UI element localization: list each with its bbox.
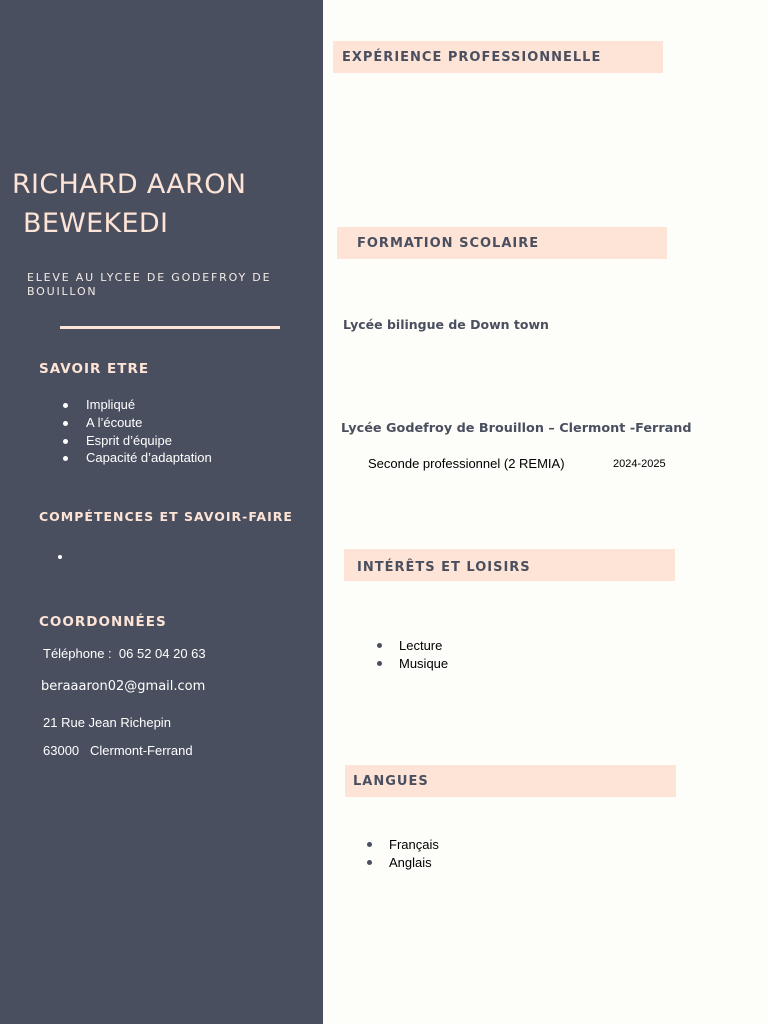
course-years: 2024-2025 xyxy=(613,458,666,470)
list-item: A l’écoute xyxy=(62,414,212,432)
langues-banner xyxy=(345,765,676,797)
experience-banner xyxy=(333,41,663,73)
name-first-line: RICHARD AARON xyxy=(12,169,247,200)
course-title: Seconde professionnel (2 REMIA) xyxy=(368,456,565,471)
list-item: Anglais xyxy=(366,854,439,872)
savoir-etre-heading: SAVOIR ETRE xyxy=(39,361,150,377)
formation-heading: FORMATION SCOLAIRE xyxy=(357,236,540,251)
competences-heading: COMPÉTENCES ET SAVOIR-FAIRE xyxy=(39,509,293,524)
savoir-etre-list xyxy=(62,396,212,467)
langues-heading: LANGUES xyxy=(353,774,429,789)
job-subtitle: ELEVE AU LYCEE DE GODEFROY DE BOUILLON xyxy=(27,271,272,298)
list-item: Français xyxy=(366,836,439,854)
school-name-1: Lycée bilingue de Down town xyxy=(343,317,549,332)
coordonnees-heading: COORDONNÉES xyxy=(39,614,167,630)
email-text: beraaaron02@gmail.com xyxy=(41,679,206,694)
divider xyxy=(60,326,280,329)
name-last-line: BEWEKEDI xyxy=(23,208,169,239)
interets-heading: INTÉRÊTS ET LOISIRS xyxy=(357,560,531,575)
list-item: Musique xyxy=(376,655,448,673)
interets-banner xyxy=(344,549,675,581)
list-item: Impliqué xyxy=(62,396,212,414)
list-item: Esprit d’équipe xyxy=(62,432,212,450)
list-item: Lecture xyxy=(376,637,448,655)
experience-heading: EXPÉRIENCE PROFESSIONNELLE xyxy=(342,50,602,65)
empty-bullet xyxy=(58,555,62,559)
interets-list xyxy=(376,637,448,673)
address-city: 63000 Clermont-Ferrand xyxy=(43,743,193,758)
phone-text: Téléphone : 06 52 04 20 63 xyxy=(43,646,206,661)
address-street: 21 Rue Jean Richepin xyxy=(43,715,171,730)
formation-banner xyxy=(337,227,667,259)
school-name-2: Lycée Godefroy de Brouillon – Clermont -Ferrand xyxy=(341,421,692,436)
list-item: Capacité d’adaptation xyxy=(62,449,212,467)
langues-list xyxy=(366,836,439,872)
